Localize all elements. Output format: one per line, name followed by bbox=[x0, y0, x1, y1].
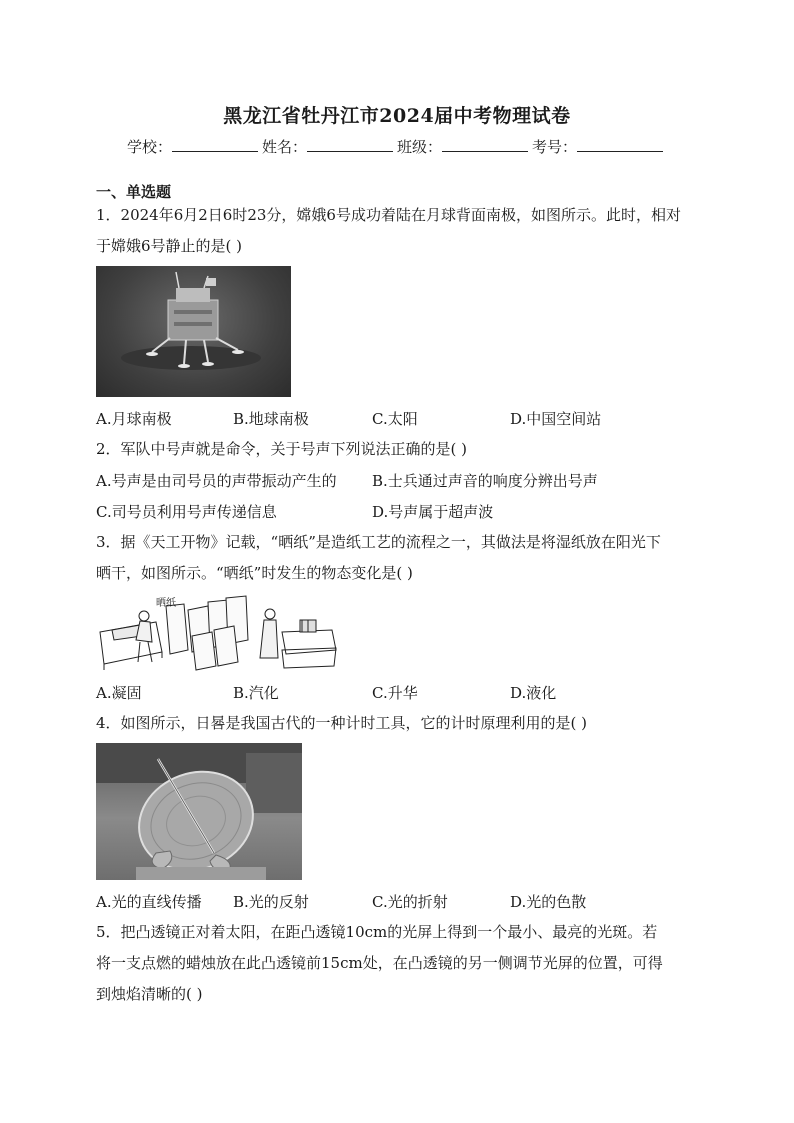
lunar-lander-drawing bbox=[96, 266, 291, 397]
question-4-line1: 4．如图所示，日晷是我国古代的一种计时工具，它的计时原理利用的是( ) bbox=[96, 714, 588, 732]
paper-drying-caption: 晒纸 bbox=[156, 598, 176, 609]
paper-drying-illustration bbox=[96, 592, 340, 672]
question-3-option-d[interactable]: D.液化 bbox=[510, 684, 557, 702]
school-label: 学校： bbox=[126, 138, 172, 156]
question-1-line1: 1．2024年6月2日6时23分，嫦娥6号成功着陆在月球背面南极，如图所示。此时，相对 bbox=[96, 206, 681, 224]
question-2 bbox=[96, 434, 696, 465]
school-field bbox=[127, 136, 262, 157]
question-3-option-c[interactable]: C.升华 bbox=[372, 684, 418, 702]
class-blank[interactable] bbox=[442, 137, 528, 152]
question-1-options bbox=[96, 408, 696, 432]
name-label: 姓名： bbox=[261, 138, 307, 156]
name-field bbox=[262, 136, 397, 157]
paper-drying-drawing bbox=[96, 592, 340, 672]
exam-number-label: 考号： bbox=[532, 138, 578, 156]
section-heading: 一、单选题 bbox=[96, 183, 172, 201]
question-4-option-b[interactable]: B.光的反射 bbox=[233, 893, 309, 911]
exam-number-blank[interactable] bbox=[577, 137, 663, 152]
question-4 bbox=[96, 708, 696, 739]
question-5-line3: 到烛焰清晰的( ) bbox=[96, 985, 203, 1003]
school-blank[interactable] bbox=[172, 137, 258, 152]
question-5 bbox=[96, 917, 696, 1010]
question-1-option-b[interactable]: B.地球南极 bbox=[233, 410, 309, 428]
question-4-options bbox=[96, 891, 696, 915]
sundial-drawing bbox=[96, 743, 302, 880]
question-1-line2: 于嫦娥6号静止的是( ) bbox=[96, 237, 243, 255]
question-3-option-a[interactable]: A.凝固 bbox=[96, 684, 142, 702]
name-blank[interactable] bbox=[307, 137, 393, 152]
question-2-options-row1 bbox=[96, 470, 696, 494]
class-label: 班级： bbox=[397, 138, 443, 156]
question-5-line1: 5．把凸透镜正对着太阳，在距凸透镜10cm的光屏上得到一个最小、最亮的光斑。若 bbox=[96, 923, 658, 941]
question-4-option-a[interactable]: A.光的直线传播 bbox=[96, 893, 202, 911]
question-4-option-c[interactable]: C.光的折射 bbox=[372, 893, 448, 911]
question-1-option-d[interactable]: D.中国空间站 bbox=[510, 410, 602, 428]
question-3-line1: 3．据《天工开物》记载，“晒纸”是造纸工艺的流程之一，其做法是将湿纸放在阳光下 bbox=[96, 533, 661, 551]
question-1-option-c[interactable]: C.太阳 bbox=[372, 410, 418, 428]
question-3 bbox=[96, 527, 696, 589]
exam-title: 黑龙江省牡丹江市2024届中考物理试卷 bbox=[223, 105, 571, 127]
question-4-option-d[interactable]: D.光的色散 bbox=[510, 893, 587, 911]
question-2-line1: 2．军队中号声就是命令，关于号声下列说法正确的是( ) bbox=[96, 440, 468, 458]
student-info-row bbox=[0, 136, 794, 157]
question-2-option-b[interactable]: B.士兵通过声音的响度分辨出号声 bbox=[372, 472, 598, 490]
question-5-line2: 将一支点燃的蜡烛放在此凸透镜前15cm处，在凸透镜的另一侧调节光屏的位置，可得 bbox=[96, 954, 663, 972]
question-3-option-b[interactable]: B.汽化 bbox=[233, 684, 279, 702]
question-1-option-a[interactable]: A.月球南极 bbox=[96, 410, 172, 428]
question-3-line2: 晒干，如图所示。“晒纸”时发生的物态变化是( ) bbox=[96, 564, 413, 582]
exam-number-field bbox=[532, 136, 667, 157]
question-3-options bbox=[96, 682, 696, 706]
question-2-options-row2 bbox=[96, 501, 696, 525]
class-field bbox=[397, 136, 532, 157]
sundial-image bbox=[96, 743, 302, 880]
question-2-option-a[interactable]: A.号声是由司号员的声带振动产生的 bbox=[96, 472, 337, 490]
lunar-lander-image bbox=[96, 266, 291, 397]
question-1 bbox=[96, 200, 696, 262]
question-2-option-c[interactable]: C.司号员利用号声传递信息 bbox=[96, 503, 277, 521]
question-2-option-d[interactable]: D.号声属于超声波 bbox=[372, 503, 494, 521]
